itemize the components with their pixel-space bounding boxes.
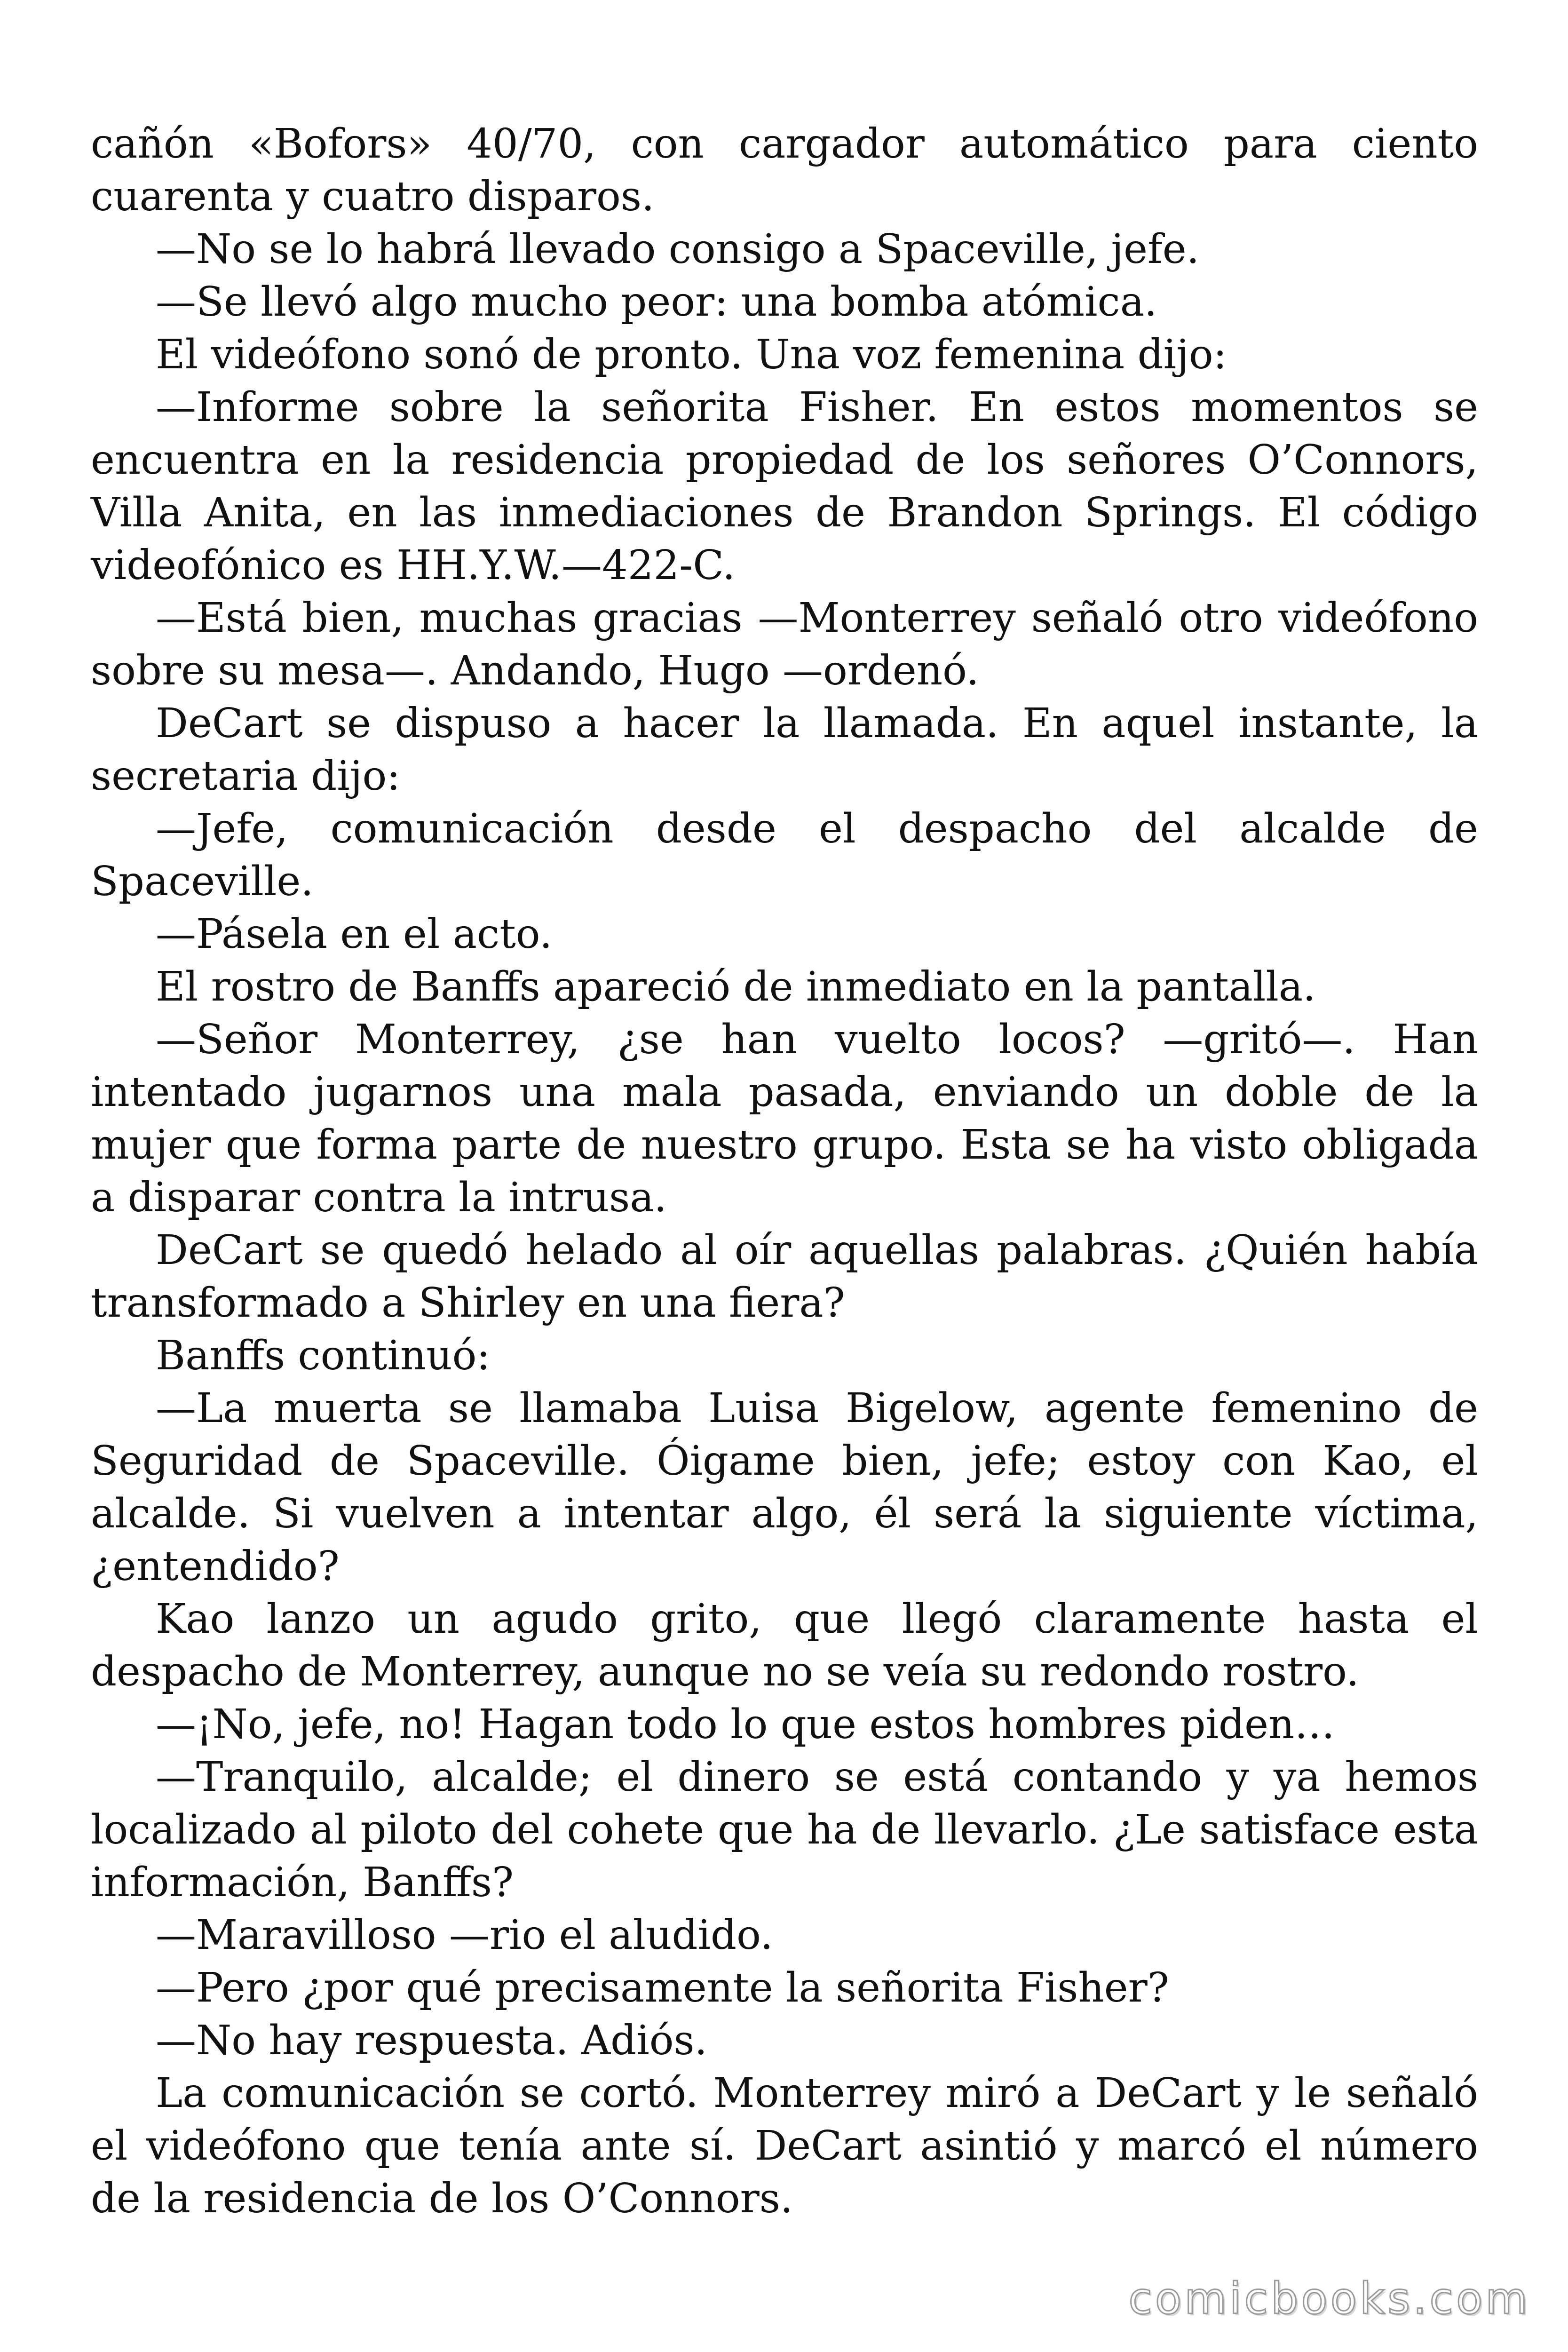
paragraph-12: DeCart se quedó helado al oír aquellas palabras. ¿Quién había transformado a Shirley en una fiera? [91,1227,1478,1327]
paragraph-9: —Pásela en el acto. [156,911,553,958]
paragraph-20: —No hay respuesta. Adiós. [156,2017,707,2064]
paragraph-19: —Pero ¿por qué precisamente la señorita Fisher? [156,1964,1169,2011]
paragraph-5: —Informe sobre la señorita Fisher. En estos momentos se encuentra en la residencia propiedad de los señores O’Connors, Villa Anita, en las inmediaciones de Brandon Springs. El código videofónico es HH.Y.W.—422-C. [91,384,1478,589]
watermark: comicbooks.com [1128,2273,1530,2324]
paragraph-8: —Jefe, comunicación desde el despacho del alcalde de Spaceville. [91,805,1478,905]
paragraph-16: —¡No, jefe, no! Hagan todo lo que estos hombres piden… [156,1701,1335,1748]
paragraph-11: —Señor Monterrey, ¿se han vuelto locos? —gritó—. Han intentado jugarnos una mala pasada, enviando un doble de la mujer que forma parte de nuestro grupo. Esta se ha visto obligada a disparar contra la intrusa. [91,1016,1478,1221]
paragraph-1: cañón «Bofors» 40/70, con cargador automático para ciento cuarenta y cuatro disparos. [91,120,1478,220]
paragraph-15: Kao lanzo un agudo grito, que llegó claramente hasta el despacho de Monterrey, aunque no se veía su redondo rostro. [91,1596,1478,1695]
paragraph-7: DeCart se dispuso a hacer la llamada. En aquel instante, la secretaria dijo: [91,700,1478,800]
paragraph-21: La comunicación se cortó. Monterrey miró a DeCart y le señaló el videófono que tenía ante sí. DeCart asintió y marcó el número de la residencia de los O’Connors. [91,2070,1478,2222]
paragraph-10: El rostro de Banffs apareció de inmediato en la pantalla. [156,963,1316,1010]
paragraph-6: —Está bien, muchas gracias —Monterrey señaló otro videófono sobre su mesa—. Andando, Hugo —ordenó. [91,595,1478,694]
paragraph-14: —La muerta se llamaba Luisa Bigelow, agente femenino de Seguridad de Spaceville. Óigame bien, jefe; estoy con Kao, el alcalde. Si vuelven a intentar algo, él será la siguiente víctima, ¿entendido? [91,1385,1478,1590]
paragraph-13: Banffs continuó: [156,1332,491,1379]
paragraph-4: El videófono sonó de pronto. Una voz femenina dijo: [156,331,1227,378]
page-body [91,118,1478,2225]
paragraph-18: —Maravilloso —rio el aludido. [156,1912,773,1959]
paragraph-17: —Tranquilo, alcalde; el dinero se está contando y ya hemos localizado al piloto del cohete que ha de llevarlo. ¿Le satisface esta información, Banffs? [91,1754,1478,1906]
paragraph-2: —No se lo habrá llevado consigo a Spaceville, jefe. [156,226,1200,273]
paragraph-3: —Se llevó algo mucho peor: una bomba atómica. [156,278,1157,326]
